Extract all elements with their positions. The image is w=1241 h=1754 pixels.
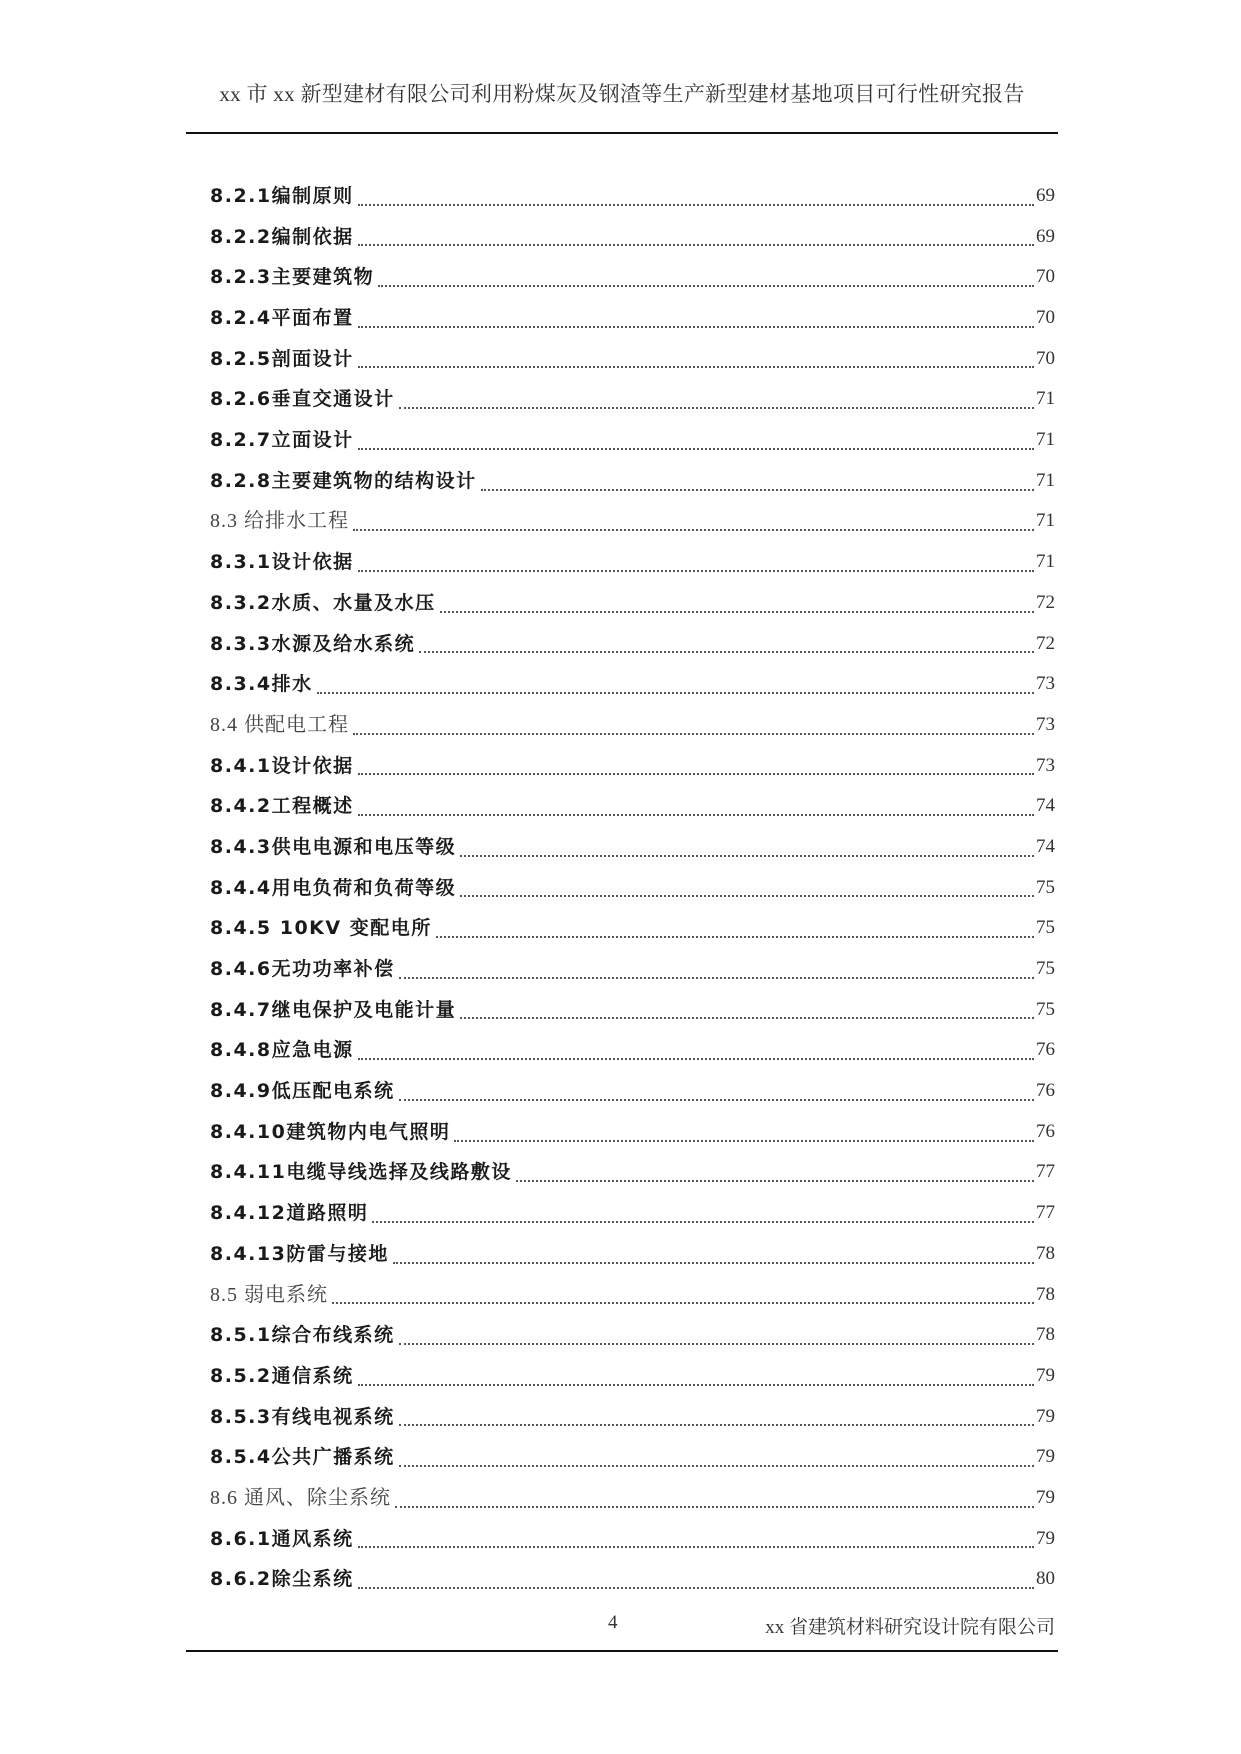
toc-entry[interactable] xyxy=(210,786,1055,827)
toc-entry[interactable] xyxy=(210,1519,1055,1560)
toc-dot-leader xyxy=(460,895,1034,897)
toc-entry-page: 80 xyxy=(1036,1568,1055,1590)
toc-entry[interactable] xyxy=(210,1315,1055,1356)
toc-entry[interactable] xyxy=(210,827,1055,868)
toc-dot-leader xyxy=(358,1058,1034,1060)
toc-entry-page: 78 xyxy=(1036,1283,1055,1305)
toc-entry[interactable] xyxy=(210,908,1055,949)
toc-entry-number: 8.2.4 xyxy=(210,307,272,330)
toc-entry[interactable] xyxy=(210,1153,1055,1194)
footer-rule xyxy=(186,1650,1058,1652)
toc-entry[interactable] xyxy=(210,868,1055,909)
header-rule xyxy=(186,132,1058,134)
toc-entry-page: 70 xyxy=(1036,266,1055,288)
toc-entry-page: 72 xyxy=(1036,632,1055,654)
toc-entry-number: 8.4.11 xyxy=(210,1161,287,1184)
toc-entry-title: 剖面设计 xyxy=(271,347,354,370)
toc-entry-page: 76 xyxy=(1036,1120,1055,1142)
toc-entry-page: 75 xyxy=(1036,998,1055,1020)
toc-entry-title: 通风、除尘系统 xyxy=(244,1486,391,1509)
toc-dot-leader xyxy=(358,814,1034,816)
toc-entry-title: 无功功率补偿 xyxy=(271,958,395,981)
toc-entry-page: 69 xyxy=(1036,225,1055,247)
toc-entry-number: 8.5.3 xyxy=(210,1405,272,1428)
toc-entry-number: 8.3 xyxy=(210,510,238,533)
toc-entry-title: 主要建筑物的结构设计 xyxy=(271,469,477,492)
toc-entry-number: 8.4.9 xyxy=(210,1080,272,1103)
toc-entry-page: 77 xyxy=(1036,1202,1055,1224)
toc-entry-title: 低压配电系统 xyxy=(271,1080,395,1103)
toc-dot-leader xyxy=(372,1221,1034,1223)
toc-entry-number: 8.2.8 xyxy=(210,469,272,492)
toc-entry-number: 8.4.3 xyxy=(210,835,272,858)
toc-entry[interactable] xyxy=(210,1030,1055,1071)
toc-entry-page: 70 xyxy=(1036,347,1055,369)
toc-entry-title: 供配电工程 xyxy=(244,713,349,736)
toc-entry-number: 8.6 xyxy=(210,1486,238,1509)
table-of-contents xyxy=(210,176,1055,1600)
toc-entry-title: 10KV 变配电所 xyxy=(271,917,432,940)
toc-dot-leader xyxy=(358,1384,1034,1386)
toc-entry-page: 71 xyxy=(1036,551,1055,573)
toc-entry-title: 编制依据 xyxy=(271,225,354,248)
toc-entry-title: 立面设计 xyxy=(271,429,354,452)
toc-entry[interactable] xyxy=(210,1193,1055,1234)
toc-dot-leader xyxy=(460,855,1034,857)
toc-dot-leader xyxy=(358,326,1034,328)
toc-entry-number: 8.4.1 xyxy=(210,754,272,777)
toc-entry-number: 8.5.1 xyxy=(210,1324,272,1347)
toc-entry[interactable] xyxy=(210,1071,1055,1112)
toc-entry-number: 8.4.4 xyxy=(210,876,272,899)
toc-dot-leader xyxy=(358,244,1034,246)
toc-entry-number: 8.2.3 xyxy=(210,266,272,289)
toc-entry-title: 道路照明 xyxy=(286,1202,369,1225)
toc-entry-number: 8.2.1 xyxy=(210,184,272,207)
toc-entry-page: 74 xyxy=(1036,835,1055,857)
toc-entry[interactable] xyxy=(210,1559,1055,1600)
toc-dot-leader xyxy=(358,1587,1034,1589)
toc-entry-page: 73 xyxy=(1036,713,1055,735)
toc-entry-page: 79 xyxy=(1036,1446,1055,1468)
toc-dot-leader xyxy=(317,692,1034,694)
toc-dot-leader xyxy=(393,1262,1034,1264)
toc-entry[interactable] xyxy=(210,705,1055,746)
toc-entry-title: 工程概述 xyxy=(271,795,354,818)
toc-entry[interactable] xyxy=(210,502,1055,543)
toc-entry-page: 72 xyxy=(1036,591,1055,613)
toc-entry-page: 71 xyxy=(1036,429,1055,451)
toc-entry-number: 8.4.2 xyxy=(210,795,272,818)
toc-entry[interactable] xyxy=(210,746,1055,787)
toc-dot-leader xyxy=(460,1017,1034,1019)
toc-entry[interactable] xyxy=(210,1234,1055,1275)
toc-dot-leader xyxy=(353,529,1034,531)
toc-entry-title: 设计依据 xyxy=(271,754,354,777)
toc-entry-page: 77 xyxy=(1036,1161,1055,1183)
toc-entry-number: 8.4.12 xyxy=(210,1202,287,1225)
toc-entry-number: 8.3.3 xyxy=(210,632,272,655)
toc-entry-number: 8.2.5 xyxy=(210,347,272,370)
toc-entry[interactable] xyxy=(210,624,1055,665)
toc-entry-number: 8.2.2 xyxy=(210,225,272,248)
toc-dot-leader xyxy=(399,1099,1034,1101)
toc-entry[interactable] xyxy=(210,339,1055,380)
toc-entry-title: 水质、水量及水压 xyxy=(271,591,436,614)
toc-entry-title: 应急电源 xyxy=(271,1039,354,1062)
toc-entry-title: 有线电视系统 xyxy=(271,1405,395,1428)
toc-entry[interactable] xyxy=(210,949,1055,990)
toc-entry-number: 8.4.13 xyxy=(210,1242,287,1265)
toc-dot-leader xyxy=(454,1140,1034,1142)
toc-entry-page: 76 xyxy=(1036,1039,1055,1061)
toc-entry[interactable] xyxy=(210,542,1055,583)
toc-entry[interactable] xyxy=(210,1397,1055,1438)
toc-dot-leader xyxy=(516,1180,1034,1182)
toc-entry-number: 8.4.6 xyxy=(210,958,272,981)
toc-entry[interactable] xyxy=(210,1112,1055,1153)
toc-entry[interactable] xyxy=(210,217,1055,258)
toc-entry-title: 防雷与接地 xyxy=(286,1242,389,1265)
toc-entry-page: 79 xyxy=(1036,1364,1055,1386)
toc-dot-leader xyxy=(358,570,1034,572)
toc-dot-leader xyxy=(399,407,1034,409)
toc-entry[interactable] xyxy=(210,298,1055,339)
toc-entry-title: 排水 xyxy=(271,673,313,696)
toc-entry-number: 8.5.4 xyxy=(210,1446,272,1469)
toc-dot-leader xyxy=(395,1506,1034,1508)
toc-dot-leader xyxy=(358,1546,1034,1548)
toc-entry-page: 73 xyxy=(1036,673,1055,695)
toc-entry-title: 继电保护及电能计量 xyxy=(271,998,457,1021)
toc-dot-leader xyxy=(399,1465,1034,1467)
toc-entry-number: 8.2.7 xyxy=(210,429,272,452)
toc-entry-title: 编制原则 xyxy=(271,184,354,207)
toc-entry[interactable] xyxy=(210,583,1055,624)
toc-entry-number: 8.6.1 xyxy=(210,1527,272,1550)
toc-entry-title: 供电电源和电压等级 xyxy=(271,835,457,858)
toc-entry-page: 71 xyxy=(1036,469,1055,491)
toc-entry-number: 8.3.1 xyxy=(210,551,272,574)
toc-entry-page: 79 xyxy=(1036,1405,1055,1427)
toc-entry[interactable] xyxy=(210,1356,1055,1397)
toc-entry-page: 74 xyxy=(1036,795,1055,817)
toc-dot-leader xyxy=(399,1343,1034,1345)
toc-dot-leader xyxy=(378,285,1034,287)
toc-entry[interactable] xyxy=(210,379,1055,420)
toc-entry-title: 电缆导线选择及线路敷设 xyxy=(286,1161,512,1184)
toc-entry[interactable] xyxy=(210,176,1055,217)
toc-entry-number: 8.3.2 xyxy=(210,591,272,614)
toc-dot-leader xyxy=(436,936,1034,938)
toc-entry-title: 综合布线系统 xyxy=(271,1324,395,1347)
toc-entry-page: 78 xyxy=(1036,1324,1055,1346)
toc-entry[interactable] xyxy=(210,420,1055,461)
toc-entry-title: 除尘系统 xyxy=(271,1568,354,1591)
toc-entry-number: 8.4.7 xyxy=(210,998,272,1021)
toc-dot-leader xyxy=(358,773,1034,775)
toc-dot-leader xyxy=(440,611,1034,613)
toc-entry[interactable] xyxy=(210,664,1055,705)
toc-entry-page: 75 xyxy=(1036,876,1055,898)
toc-entry-title: 用电负荷和负荷等级 xyxy=(271,876,457,899)
toc-entry[interactable] xyxy=(210,1478,1055,1519)
toc-dot-leader xyxy=(332,1302,1034,1304)
toc-entry[interactable] xyxy=(210,990,1055,1031)
toc-entry-title: 建筑物内电气照明 xyxy=(286,1120,451,1143)
toc-entry-page: 69 xyxy=(1036,184,1055,206)
toc-dot-leader xyxy=(399,1424,1034,1426)
toc-entry-title: 平面布置 xyxy=(271,307,354,330)
page-header-title: xx 市 xx 新型建材有限公司利用粉煤灰及钢渣等生产新型建材基地项目可行性研究报告 xyxy=(219,82,1025,106)
toc-entry[interactable] xyxy=(210,1275,1055,1316)
toc-entry-title: 给排水工程 xyxy=(244,510,349,533)
toc-entry-number: 8.2.6 xyxy=(210,388,272,411)
toc-entry-page: 79 xyxy=(1036,1486,1055,1508)
toc-entry-number: 8.5 xyxy=(210,1283,238,1306)
toc-entry-page: 71 xyxy=(1036,510,1055,532)
toc-entry-page: 71 xyxy=(1036,388,1055,410)
toc-entry-number: 8.4.10 xyxy=(210,1120,287,1143)
toc-entry-title: 弱电系统 xyxy=(244,1283,328,1306)
toc-dot-leader xyxy=(358,448,1034,450)
toc-entry-title: 水源及给水系统 xyxy=(271,632,416,655)
toc-entry-title: 通信系统 xyxy=(271,1364,354,1387)
toc-dot-leader xyxy=(358,366,1034,368)
toc-dot-leader xyxy=(399,977,1034,979)
toc-entry-page: 73 xyxy=(1036,754,1055,776)
toc-entry-number: 8.6.2 xyxy=(210,1568,272,1591)
toc-entry-title: 垂直交通设计 xyxy=(271,388,395,411)
toc-entry-page: 79 xyxy=(1036,1527,1055,1549)
toc-dot-leader xyxy=(358,204,1034,206)
toc-entry[interactable] xyxy=(210,461,1055,502)
footer-page-number: 4 xyxy=(608,1612,618,1633)
toc-dot-leader xyxy=(419,651,1034,653)
toc-entry-number: 8.3.4 xyxy=(210,673,272,696)
toc-entry-title: 公共广播系统 xyxy=(271,1446,395,1469)
toc-entry-number: 8.4.5 xyxy=(210,917,272,940)
toc-entry-page: 76 xyxy=(1036,1080,1055,1102)
toc-entry-number: 8.5.2 xyxy=(210,1364,272,1387)
toc-dot-leader xyxy=(353,733,1034,735)
toc-entry-page: 75 xyxy=(1036,917,1055,939)
toc-entry-title: 主要建筑物 xyxy=(271,266,375,289)
toc-entry[interactable] xyxy=(210,257,1055,298)
toc-entry-title: 通风系统 xyxy=(271,1527,354,1550)
toc-entry-page: 78 xyxy=(1036,1242,1055,1264)
footer-organization: xx 省建筑材料研究设计院有限公司 xyxy=(765,1617,1055,1638)
toc-entry-title: 设计依据 xyxy=(271,551,354,574)
toc-entry-page: 70 xyxy=(1036,307,1055,329)
toc-entry-number: 8.4.8 xyxy=(210,1039,272,1062)
toc-entry[interactable] xyxy=(210,1437,1055,1478)
toc-entry-page: 75 xyxy=(1036,958,1055,980)
toc-entry-number: 8.4 xyxy=(210,713,238,736)
toc-dot-leader xyxy=(481,489,1034,491)
